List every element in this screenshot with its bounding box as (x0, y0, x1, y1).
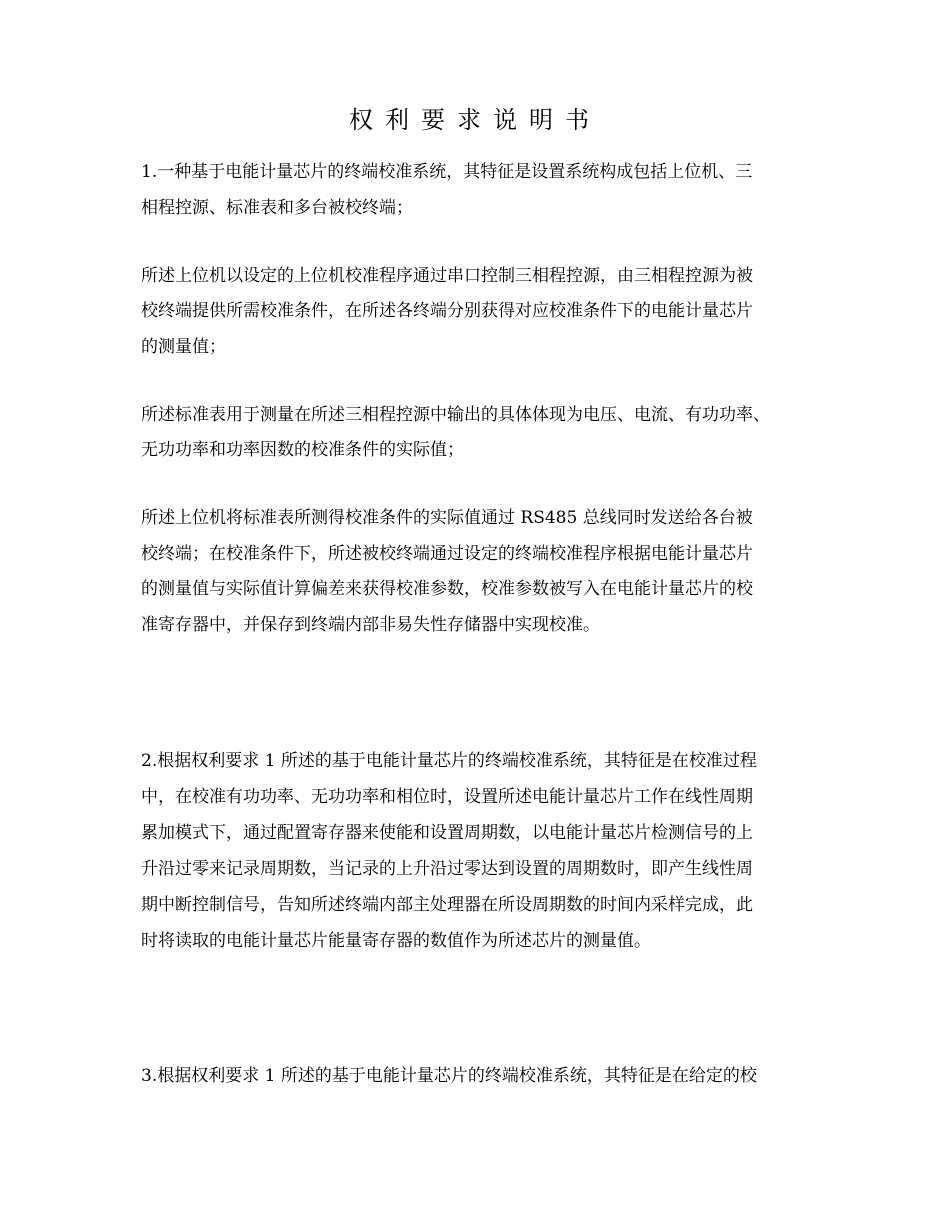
claim1-line: 所述上位机将标准表所测得校准条件的实际值通过 RS485 总线同时发送给各台被 (141, 508, 753, 528)
claim2-line: 升沿过零来记录周期数，当记录的上升沿过零达到设置的周期数时，即产生线性周 (141, 859, 753, 879)
claim1-line: 的测量值与实际值计算偏差来获得校准参数，校准参数被写入在电能计量芯片的校 (141, 579, 753, 599)
claim2-line: 期中断控制信号，告知所述终端内部主处理器在所设周期数的时间内采样完成，此 (141, 895, 753, 915)
claim1-line: 校终端提供所需校准条件，在所述各终端分别获得对应校准条件下的电能计量芯片 (141, 301, 753, 321)
document-title: 权利要求说明书 (349, 106, 601, 134)
claim2-line: 累加模式下，通过配置寄存器来使能和设置周期数，以电能计量芯片检测信号的上 (141, 823, 753, 843)
claim1-line: 1.一种基于电能计量芯片的终端校准系统，其特征是设置系统构成包括上位机、三 (141, 162, 753, 182)
claim2-line: 中，在校准有功功率、无功功率和相位时，设置所述电能计量芯片工作在线性周期 (141, 787, 753, 807)
claim1-line: 相程控源、标准表和多台被校终端； (141, 198, 413, 218)
claim1-line: 校终端；在校准条件下，所述被校终端通过设定的终端校准程序根据电能计量芯片 (141, 544, 753, 564)
claim1-line: 所述标准表用于测量在所述三相程控源中输出的具体体现为电压、电流、有功功率、 (141, 405, 770, 425)
claim1-line: 的测量值； (141, 337, 226, 357)
claim1-line: 准寄存器中，并保存到终端内部非易失性存储器中实现校准。 (141, 615, 600, 635)
claim1-line: 所述上位机以设定的上位机校准程序通过串口控制三相程控源，由三相程控源为被 (141, 266, 753, 286)
claim2-line: 2.根据权利要求 1 所述的基于电能计量芯片的终端校准系统，其特征是在校准过程 (141, 751, 757, 771)
claim1-line: 无功功率和功率因数的校准条件的实际值； (141, 440, 464, 460)
claim3-line: 3.根据权利要求 1 所述的基于电能计量芯片的终端校准系统，其特征是在给定的校 (141, 1066, 757, 1086)
claim2-line: 时将读取的电能计量芯片能量寄存器的数值作为所述芯片的测量值。 (141, 931, 651, 951)
